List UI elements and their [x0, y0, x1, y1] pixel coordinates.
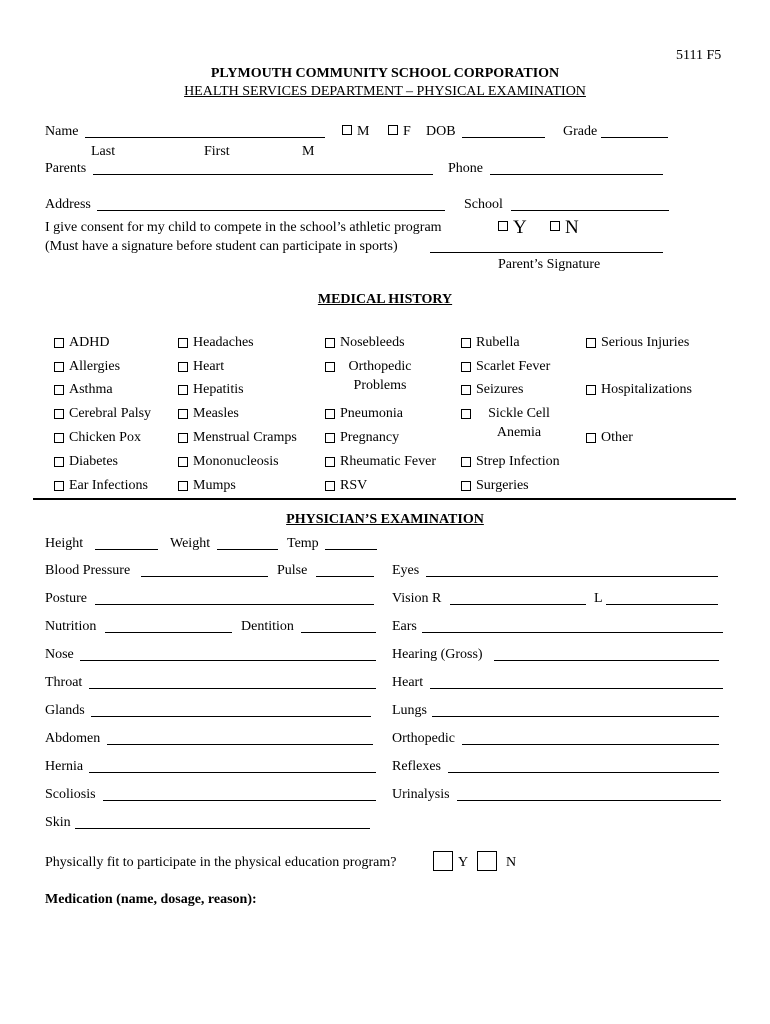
history-item-label: Sickle Cell Anemia [488, 406, 550, 440]
history-checkbox[interactable] [325, 433, 335, 443]
phone-field[interactable] [490, 163, 663, 175]
skin-field[interactable] [75, 817, 370, 829]
history-item-label: Measles [193, 406, 239, 421]
height-field[interactable] [95, 538, 158, 550]
history-item-pregnancy[interactable] [325, 429, 399, 448]
history-item-label: Chicken Pox [69, 430, 141, 445]
history-item-label: Mononucleosis [193, 454, 279, 469]
history-checkbox[interactable] [178, 409, 188, 419]
history-item-label: Strep Infection [476, 454, 560, 469]
consent-yes-checkbox[interactable] [498, 221, 508, 231]
history-item-label: Headaches [193, 335, 254, 350]
nutrition-field[interactable] [105, 621, 232, 633]
history-item-orthopedic-problems[interactable] [325, 358, 420, 396]
history-checkbox[interactable] [461, 457, 471, 467]
history-item-label: Nosebleeds [340, 335, 405, 350]
history-item-label: Allergies [69, 359, 121, 374]
fitness-question: Physically fit to participate in the physical education program? [45, 855, 397, 870]
form-code: 5111 F5 [676, 48, 722, 63]
phone-label: Phone [448, 161, 483, 176]
history-item-cerebral-palsy[interactable] [54, 405, 151, 424]
physician-exam-heading: PHYSICIAN’S EXAMINATION [286, 512, 484, 527]
history-checkbox[interactable] [461, 385, 471, 395]
eyes-field[interactable] [426, 565, 718, 577]
history-item-heart[interactable] [178, 358, 224, 377]
section-divider [33, 498, 736, 500]
history-item-mumps[interactable] [178, 477, 236, 496]
history-checkbox[interactable] [54, 338, 64, 348]
history-checkbox[interactable] [586, 433, 596, 443]
page-title: PLYMOUTH COMMUNITY SCHOOL CORPORATION [210, 66, 560, 81]
history-item-label: Hospitalizations [601, 382, 692, 397]
history-checkbox[interactable] [54, 385, 64, 395]
history-item-label: Rheumatic Fever [340, 454, 437, 469]
nose-label: Nose [45, 647, 74, 662]
heart-label: Heart [392, 675, 424, 690]
history-checkbox[interactable] [178, 433, 188, 443]
history-item-label: Surgeries [476, 478, 529, 493]
address-label: Address [45, 197, 91, 212]
history-item-label: Pneumonia [340, 406, 403, 421]
dentition-field[interactable] [301, 621, 376, 633]
weight-field[interactable] [217, 538, 278, 550]
history-item-measles[interactable] [178, 405, 239, 424]
history-item-label: Menstrual Cramps [193, 430, 297, 445]
history-item-asthma[interactable] [54, 381, 113, 400]
pulse-field[interactable] [316, 565, 374, 577]
history-checkbox[interactable] [54, 362, 64, 372]
abdomen-label: Abdomen [45, 731, 101, 746]
ears-field[interactable] [422, 621, 723, 633]
signature-note: (Must have a signature before student can participate in sports) [45, 239, 398, 254]
vision-l-field[interactable] [606, 593, 718, 605]
fit-yes-checkbox[interactable] [433, 851, 453, 871]
history-item-rsv[interactable] [325, 477, 367, 496]
reflexes-label: Reflexes [392, 759, 441, 774]
middle-name-hint: M [302, 144, 315, 159]
dentition-label: Dentition [241, 619, 294, 634]
ears-label: Ears [392, 619, 417, 634]
hernia-field[interactable] [89, 761, 376, 773]
history-item-allergies[interactable] [54, 358, 120, 377]
hearing-field[interactable] [494, 649, 719, 661]
urinalysis-field[interactable] [457, 789, 721, 801]
history-item-label: Hepatitis [193, 382, 244, 397]
history-checkbox[interactable] [54, 409, 64, 419]
male-checkbox[interactable] [342, 125, 352, 135]
history-item-menstrual-cramps[interactable] [178, 429, 297, 448]
history-item-pneumonia[interactable] [325, 405, 403, 424]
history-item-label: Seizures [476, 382, 524, 397]
history-checkbox[interactable] [178, 338, 188, 348]
hernia-label: Hernia [45, 759, 84, 774]
female-checkbox[interactable] [388, 125, 398, 135]
glands-label: Glands [45, 703, 85, 718]
grade-field[interactable] [601, 126, 668, 138]
history-item-scarlet-fever[interactable] [461, 358, 550, 377]
reflexes-field[interactable] [448, 761, 719, 773]
history-item-nosebleeds[interactable] [325, 334, 405, 353]
fit-no-label: N [506, 855, 517, 870]
parent-signature-label: Parent’s Signature [498, 257, 601, 272]
consent-text: I give consent for my child to compete in the school’s athletic program [45, 220, 442, 235]
posture-field[interactable] [95, 593, 374, 605]
glands-field[interactable] [91, 705, 371, 717]
history-item-strep-infection[interactable] [461, 453, 560, 472]
history-checkbox[interactable] [461, 338, 471, 348]
abdomen-field[interactable] [107, 733, 373, 745]
address-field[interactable] [97, 199, 445, 211]
history-checkbox[interactable] [54, 433, 64, 443]
history-item-rubella[interactable] [461, 334, 520, 353]
history-checkbox[interactable] [178, 457, 188, 467]
temp-label: Temp [287, 536, 319, 551]
dob-label: DOB [426, 124, 456, 139]
scoliosis-field[interactable] [103, 789, 376, 801]
vision-r-field[interactable] [450, 593, 586, 605]
history-item-label: Ear Infections [69, 478, 148, 493]
history-item-label: Orthopedic Problems [348, 359, 412, 393]
heart-field[interactable] [430, 677, 723, 689]
name-field[interactable] [85, 126, 325, 138]
history-item-other[interactable] [586, 429, 633, 448]
throat-field[interactable] [89, 677, 376, 689]
history-checkbox[interactable] [461, 409, 471, 419]
medical-history-heading: MEDICAL HISTORY [317, 292, 453, 307]
history-item-label: Heart [193, 359, 225, 374]
history-checkbox[interactable] [54, 481, 64, 491]
page-subtitle: HEALTH SERVICES DEPARTMENT – PHYSICAL EXAMINATION [184, 84, 586, 99]
history-checkbox[interactable] [325, 409, 335, 419]
height-label: Height [45, 536, 84, 551]
nutrition-label: Nutrition [45, 619, 97, 634]
history-item-label: ADHD [69, 335, 110, 350]
history-checkbox[interactable] [325, 362, 335, 372]
history-item-label: Diabetes [69, 454, 118, 469]
history-checkbox[interactable] [178, 481, 188, 491]
history-item-diabetes[interactable] [54, 453, 118, 472]
history-item-label: Other [601, 430, 633, 445]
medication-label: Medication (name, dosage, reason): [45, 892, 257, 907]
throat-label: Throat [45, 675, 83, 690]
history-item-label: Asthma [69, 382, 113, 397]
eyes-label: Eyes [392, 563, 420, 578]
sex-male-option[interactable]: M [342, 125, 369, 139]
blood-pressure-label: Blood Pressure [45, 563, 131, 578]
history-item-seizures[interactable] [461, 381, 523, 400]
fit-yes-label: Y [458, 855, 469, 870]
history-checkbox[interactable] [586, 338, 596, 348]
history-item-surgeries[interactable] [461, 477, 529, 496]
temp-field[interactable] [325, 538, 377, 550]
name-label: Name [45, 124, 79, 139]
parents-field[interactable] [93, 163, 433, 175]
grade-label: Grade [563, 124, 598, 139]
history-checkbox[interactable] [325, 457, 335, 467]
history-checkbox[interactable] [461, 362, 471, 372]
history-checkbox[interactable] [586, 385, 596, 395]
history-checkbox[interactable] [178, 385, 188, 395]
dob-field[interactable] [462, 126, 545, 138]
blood-pressure-field[interactable] [141, 565, 268, 577]
consent-no-checkbox[interactable] [550, 221, 560, 231]
history-item-ear-infections[interactable] [54, 477, 148, 496]
history-item-label: Rubella [476, 335, 520, 350]
sex-female-option[interactable]: F [388, 125, 411, 139]
history-checkbox[interactable] [325, 338, 335, 348]
school-label: School [464, 197, 503, 212]
history-item-label: Mumps [193, 478, 236, 493]
history-item-hepatitis[interactable] [178, 381, 244, 400]
consent-yes-option[interactable]: Y [498, 218, 527, 237]
history-item-label: Cerebral Palsy [69, 406, 152, 421]
parents-label: Parents [45, 161, 87, 176]
last-name-hint: Last [91, 144, 116, 159]
hearing-label: Hearing (Gross) [392, 647, 483, 662]
history-checkbox[interactable] [178, 362, 188, 372]
history-item-rheumatic-fever[interactable] [325, 453, 436, 472]
scoliosis-label: Scoliosis [45, 787, 96, 802]
lungs-label: Lungs [392, 703, 427, 718]
history-item-mononucleosis[interactable] [178, 453, 279, 472]
history-checkbox[interactable] [325, 481, 335, 491]
first-name-hint: First [204, 144, 230, 159]
history-checkbox[interactable] [461, 481, 471, 491]
posture-label: Posture [45, 591, 87, 606]
history-item-chicken-pox[interactable] [54, 429, 141, 448]
pulse-label: Pulse [277, 563, 308, 578]
history-item-label: RSV [340, 478, 368, 493]
history-item-label: Serious Injuries [601, 335, 690, 350]
orthopedic-field[interactable] [462, 733, 719, 745]
vision-r-label: Vision R [392, 591, 442, 606]
history-item-sickle-cell-anemia[interactable] [461, 405, 562, 443]
orthopedic-label: Orthopedic [392, 731, 455, 746]
vision-l-label: L [594, 591, 603, 606]
history-item-label: Pregnancy [340, 430, 400, 445]
history-item-hospitalizations[interactable] [586, 381, 692, 400]
fit-no-checkbox[interactable] [477, 851, 497, 871]
weight-label: Weight [170, 536, 211, 551]
history-checkbox[interactable] [54, 457, 64, 467]
parent-signature-field[interactable] [430, 241, 663, 253]
history-item-headaches[interactable] [178, 334, 254, 353]
history-item-adhd[interactable] [54, 334, 109, 353]
skin-label: Skin [45, 815, 71, 830]
school-field[interactable] [511, 199, 669, 211]
consent-no-option[interactable]: N [550, 218, 579, 237]
history-item-serious-injuries[interactable] [586, 334, 689, 353]
history-item-label: Scarlet Fever [476, 359, 551, 374]
urinalysis-label: Urinalysis [392, 787, 450, 802]
lungs-field[interactable] [432, 705, 719, 717]
nose-field[interactable] [80, 649, 376, 661]
